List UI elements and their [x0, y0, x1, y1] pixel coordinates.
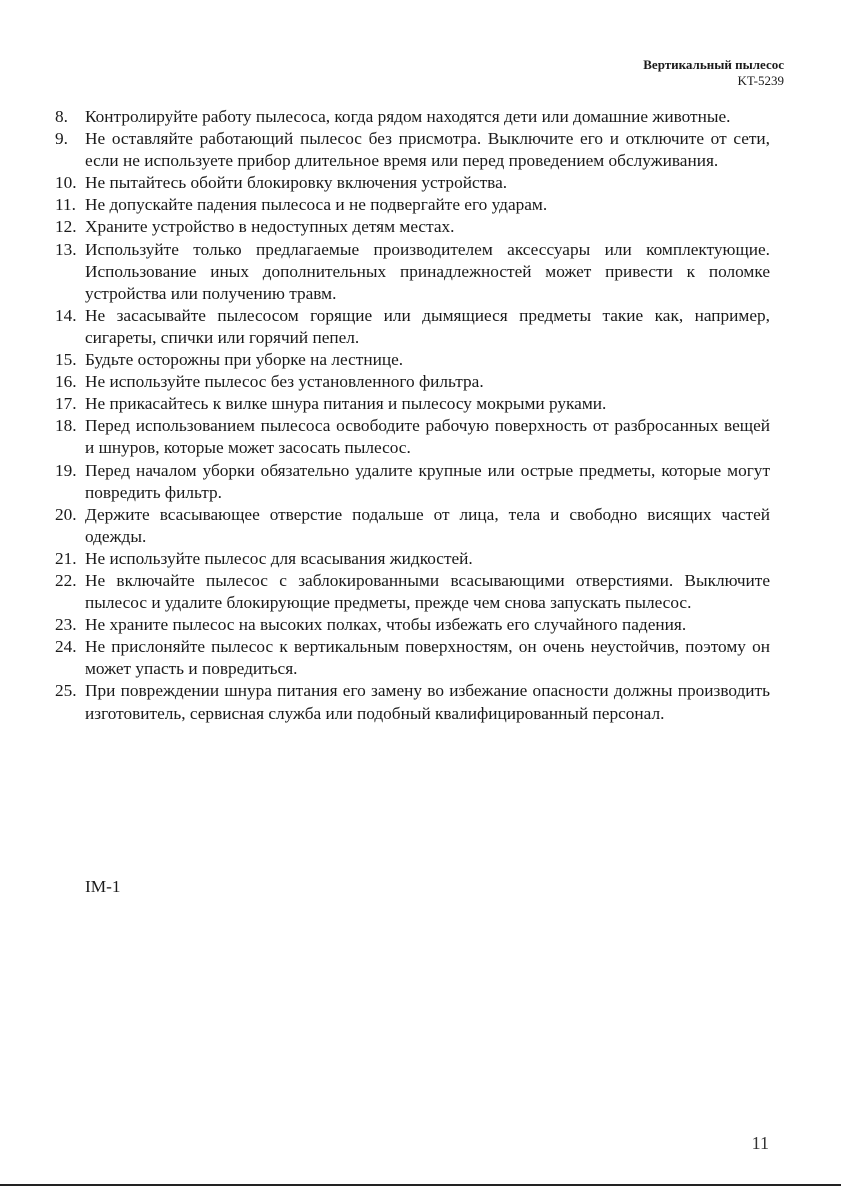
- document-code: IM-1: [85, 877, 121, 896]
- item-number: 24.: [55, 637, 77, 657]
- list-item: [55, 128, 770, 172]
- item-text: Не оставляйте работающий пылесос без присмотра. Выключите его и отключите от сети, если не используете прибор длительное время или перед проведением обслуживания.: [85, 129, 770, 171]
- list-item: [55, 349, 770, 371]
- list-item: [55, 460, 770, 504]
- item-text: Используйте только предлагаемые производителем аксессуары или комплектующие. Использование иных дополнительных принадлежностей может привести к поломке устройства или получению травм.: [85, 239, 770, 303]
- item-text: При повреждении шнура питания его замену во избежание опасности должны производить изготовитель, сервисная служба или подобный квалифицированный персонал.: [85, 681, 770, 723]
- item-number: 21.: [55, 548, 77, 568]
- item-number: 11.: [55, 195, 76, 215]
- safety-instructions-list: [55, 106, 770, 725]
- item-text: Не включайте пылесос с заблокированными всасывающими отверстиями. Выключите пылесос и удалите блокирующие предметы, прежде чем снова запускать пылесос.: [85, 570, 770, 613]
- item-text: Не засасывайте пылесосом горящие или дымящиеся предметы такие как, например, сигареты, спички или горячий пепел.: [85, 305, 770, 347]
- item-number: 15.: [55, 350, 77, 370]
- item-number: 18.: [55, 416, 77, 436]
- item-number: 14.: [55, 305, 77, 325]
- item-text: Храните устройство в недоступных детям местах.: [85, 217, 455, 237]
- item-text: Не прикасайтесь к вилке шнура питания и пылесосу мокрыми руками.: [85, 394, 607, 414]
- item-text: Не используйте пылесос без установленного фильтра.: [85, 372, 484, 392]
- list-item: [55, 305, 770, 349]
- list-item: [55, 636, 770, 680]
- list-item: [55, 614, 770, 636]
- bottom-rule: [0, 1184, 841, 1186]
- list-item: [55, 172, 770, 194]
- list-item: [55, 371, 770, 393]
- list-item: [55, 680, 770, 724]
- item-text: Не прислоняйте пылесос к вертикальным поверхностям, он очень неустойчив, поэтому он может упасть и повредиться.: [85, 637, 770, 679]
- item-text: Держите всасывающее отверстие подальше от лица, тела и свободно висящих частей одежды.: [85, 504, 770, 546]
- item-number: 8.: [55, 107, 68, 126]
- list-item: [55, 216, 770, 238]
- model-number: KT-5239: [737, 73, 784, 88]
- item-number: 17.: [55, 394, 77, 414]
- item-text: Будьте осторожны при уборке на лестнице.: [85, 350, 404, 370]
- item-number: 20.: [55, 504, 77, 524]
- item-number: 16.: [55, 372, 77, 392]
- item-text: Не допускайте падения пылесоса и не подвергайте его ударам.: [85, 195, 548, 215]
- list-item: [55, 194, 770, 216]
- item-text: Перед началом уборки обязательно удалите крупные или острые предметы, которые могут повредить фильтр.: [85, 460, 770, 502]
- item-number: 22.: [55, 570, 77, 590]
- list-item: [55, 239, 770, 305]
- page-header: [643, 57, 784, 89]
- item-text: Не храните пылесос на высоких полках, чтобы избежать его случайного падения.: [85, 615, 687, 635]
- list-item: [55, 504, 770, 548]
- item-number: 25.: [55, 681, 77, 701]
- page-number: 11: [751, 1133, 769, 1153]
- item-text: Перед использованием пылесоса освободите рабочую поверхность от разбросанных вещей и шнуров, которые может засосать пылесос.: [85, 416, 770, 458]
- list-item: [55, 415, 770, 459]
- item-text: Не пытайтесь обойти блокировку включения устройства.: [85, 173, 508, 193]
- document-title: Вертикальный пылесос: [643, 57, 784, 72]
- item-number: 10.: [55, 173, 77, 193]
- list-item: [55, 393, 770, 415]
- item-number: 9.: [55, 129, 68, 149]
- item-text: Не используйте пылесос для всасывания жидкостей.: [85, 548, 473, 568]
- item-number: 19.: [55, 460, 77, 480]
- list-item: [55, 106, 770, 128]
- list-item: [55, 570, 770, 614]
- list-item: [55, 548, 770, 570]
- item-text: Контролируйте работу пылесоса, когда рядом находятся дети или домашние животные.: [85, 107, 731, 126]
- item-number: 12.: [55, 217, 77, 237]
- item-number: 23.: [55, 615, 77, 635]
- item-number: 13.: [55, 239, 77, 259]
